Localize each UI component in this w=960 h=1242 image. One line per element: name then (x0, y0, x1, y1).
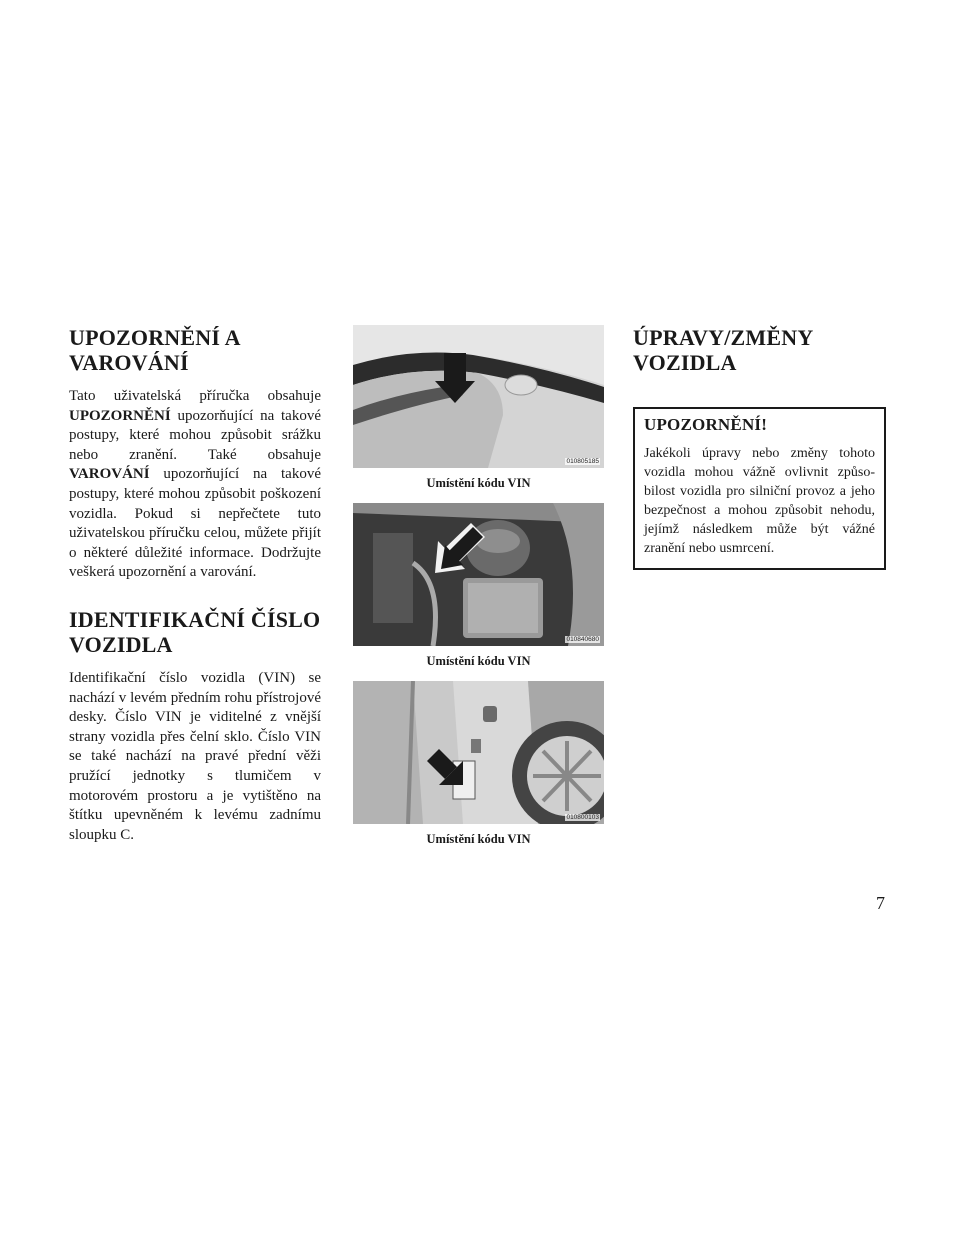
heading-modifications: ÚPRAVY/ZMĚNY VOZIDLA (633, 325, 813, 375)
windshield-illustration (353, 325, 604, 468)
emphasis-term: UPOZORNĚNÍ (69, 407, 171, 424)
figure-door-pillar (353, 681, 604, 824)
figures-column (353, 325, 605, 859)
heading-vin: IDENTIFIKAČNÍ ČÍSLO VOZIDLA (69, 606, 321, 657)
figure-caption: Umístění kódu VIN (426, 476, 531, 490)
warning-box (633, 407, 886, 570)
figure-code: 010840680 (566, 636, 599, 643)
figure-caption: Umístění kódu VIN (426, 832, 531, 846)
figure-code: 010800103 (566, 814, 599, 821)
warnings-paragraph: Tato uživatelská příručka obsahuje UPOZORNĚNÍ upozorňující na takové postupy, které mohou způsobit srážku nebo zranění. Také obsahuje VAROVÁNÍ upozorňující na takové postupy, které mohou způsobit poškození vozidla. Pokud si nepřečtete tuto uživatelskou příručku celou, můžete přijít o některé důležité informace. Dodržujte veškerá upozornění a varování. (69, 388, 321, 581)
page-number: 7 (876, 893, 885, 913)
engine-bay-illustration (353, 503, 604, 646)
figure-engine-bay (353, 503, 604, 646)
left-column (69, 325, 321, 845)
door-pillar-illustration (353, 681, 604, 824)
right-column (633, 325, 886, 570)
emphasis-term: VAROVÁNÍ (69, 466, 150, 483)
figure-caption: Umístění kódu VIN (426, 654, 531, 668)
heading-warnings: UPOZORNĚNÍ A VAROVÁNÍ (69, 325, 240, 375)
arrow-icon (444, 353, 466, 383)
figure-windshield (353, 325, 604, 468)
warning-title: UPOZORNĚNÍ! (644, 415, 768, 434)
vin-paragraph: Identifikační číslo vozidla (VIN) se nachází v levém předním rohu přístrojové desky. Číslo VIN je viditelné z vnější strany vozidla přes čelní sklo. Číslo VIN se také nachází na pravé přední věži pružící jednotky s tlumičem v motorovém prostoru a je vytištěno na štítku upevněném k levému zadnímu sloupku C. (69, 669, 321, 843)
warning-text: Jakékoli úpravy nebo změny tohoto vozidla mohou vážně ovlivnit způsobilost vozidla pro silniční provoz a jeho bezpečnost a mohou způsobit nehodu, jejímž následkem může být vážné zranění nebo usmrcení. (644, 446, 875, 556)
figure-code: 010805185 (566, 458, 599, 465)
